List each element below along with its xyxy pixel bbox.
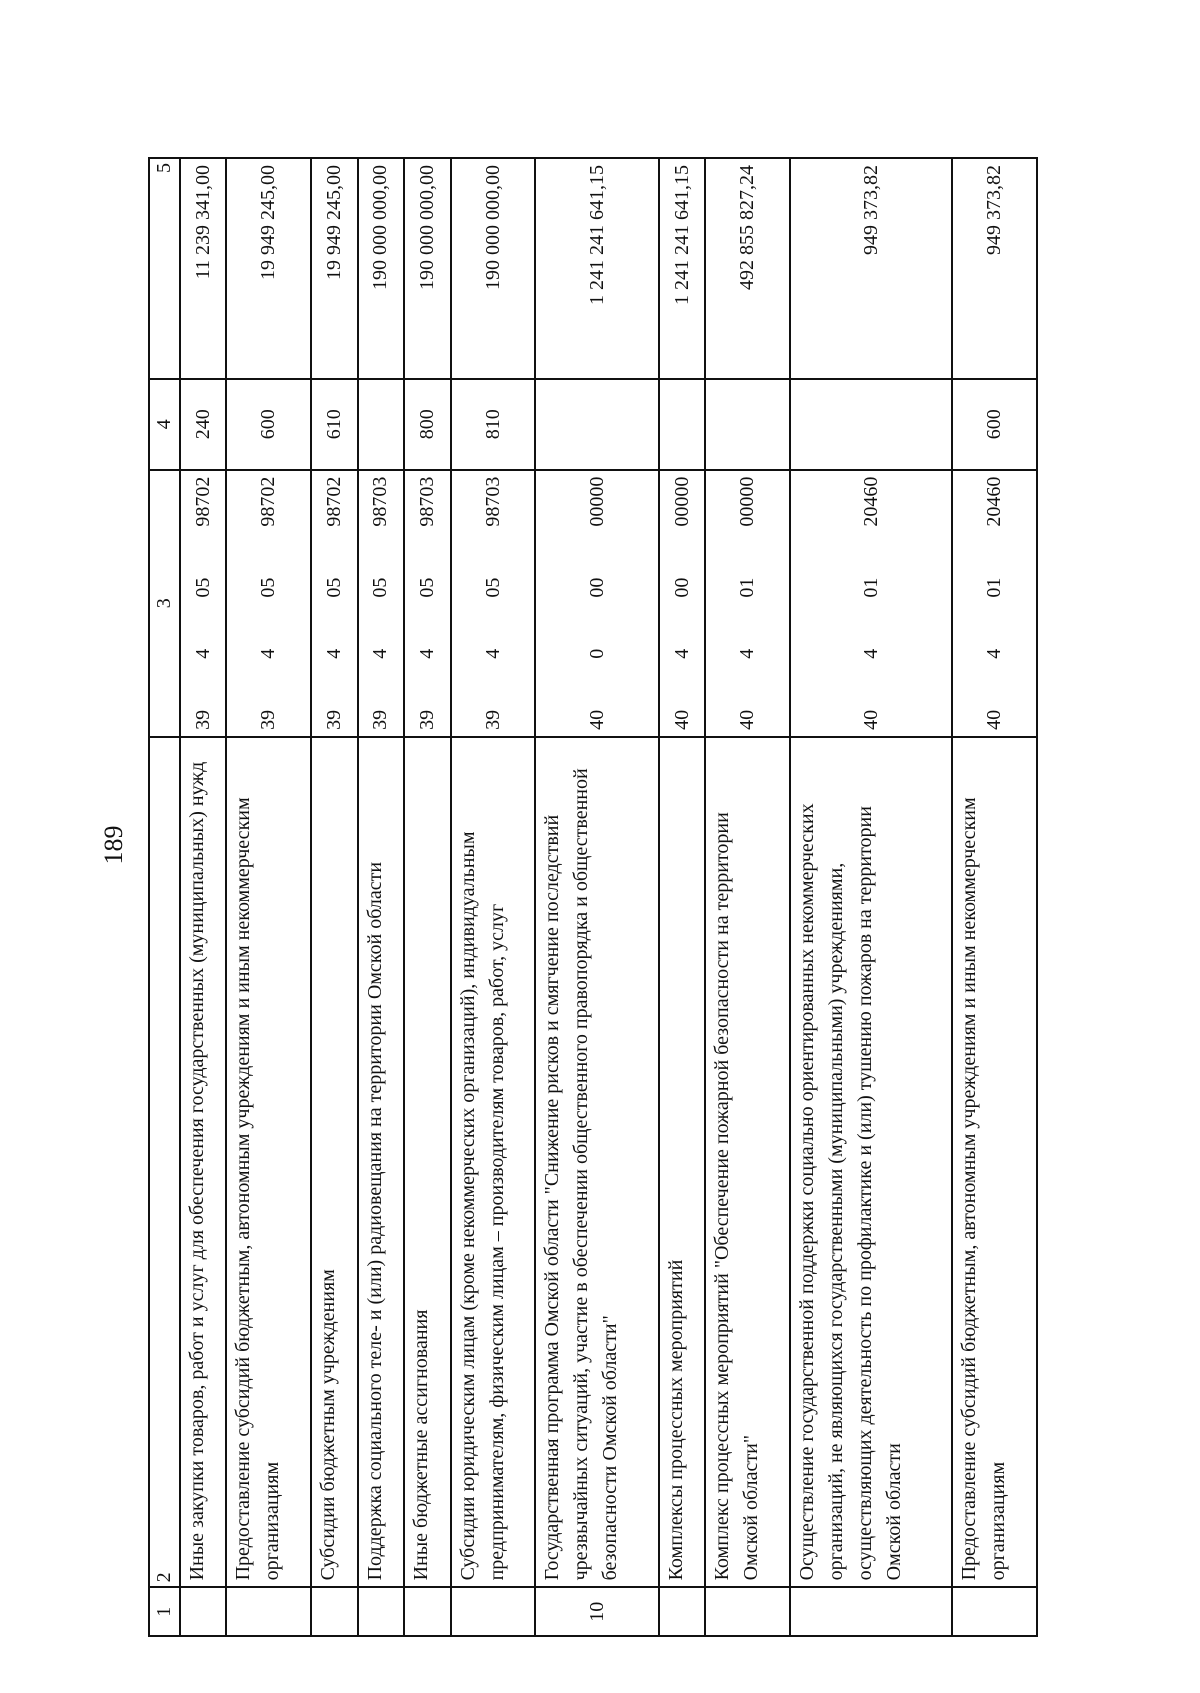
code-part: 00000 [736, 476, 759, 527]
code-part: 98703 [481, 476, 504, 527]
code-parts [413, 477, 442, 730]
page-number: 189 [99, 825, 128, 865]
header-col-2: 2 [149, 737, 180, 1588]
code-part: 05 [415, 577, 438, 598]
row-number [790, 1587, 952, 1636]
row-amount: 1 241 241 641,15 [659, 158, 705, 379]
row-kind [705, 379, 790, 470]
row-amount: 11 239 341,00 [180, 158, 226, 379]
row-number [404, 1587, 450, 1636]
table-row [311, 158, 357, 1636]
code-part: 4 [983, 648, 1005, 659]
row-kind: 810 [451, 379, 536, 470]
row-name: Поддержка социального теле- и (или) радиовещания на территории Омской области [358, 737, 404, 1588]
code-part: 05 [257, 577, 280, 598]
row-number: 10 [535, 1587, 658, 1636]
code-part: 40 [736, 709, 759, 730]
row-name: Субсидии юридическим лицам (кроме некоммерческих организаций), индивидуальным предпринимателям, физическим лицам – производителям товаров, работ, услуг [451, 737, 536, 1588]
code-part: 00 [670, 577, 693, 598]
code-part: 0 [585, 648, 608, 659]
row-number [705, 1587, 790, 1636]
row-code [180, 470, 226, 737]
code-part: 98702 [257, 476, 280, 527]
row-kind: 240 [180, 379, 226, 470]
row-name: Государственная программа Омской области "Снижение рисков и смягчение последствий чрезвычайных ситуаций, участие в обеспечении общественного правопорядка и общественной безопасности Омской области" [535, 737, 658, 1588]
row-kind [659, 379, 705, 470]
code-part: 40 [983, 709, 1005, 730]
code-part: 05 [369, 577, 392, 598]
code-part: 4 [415, 648, 438, 659]
code-part: 01 [736, 577, 759, 598]
code-part: 98703 [415, 476, 438, 527]
code-parts [733, 477, 762, 730]
code-part: 20460 [983, 476, 1005, 527]
row-number [659, 1587, 705, 1636]
row-kind: 600 [952, 379, 1037, 470]
code-part: 39 [191, 709, 214, 730]
row-name: Комплекс процессных мероприятий "Обеспечение пожарной безопасности на территории Омской области" [705, 737, 790, 1588]
code-part: 98702 [191, 476, 214, 527]
code-part: 4 [257, 648, 280, 659]
table-row [404, 158, 450, 1636]
code-part: 4 [369, 648, 392, 659]
code-parts [668, 477, 697, 730]
code-part: 98703 [369, 476, 392, 527]
code-part: 40 [670, 709, 693, 730]
table-row [790, 158, 952, 1636]
row-name: Иные закупки товаров, работ и услуг для обеспечения государственных (муниципальных) нужд [180, 737, 226, 1588]
header-col-3: 3 [149, 470, 180, 737]
code-part: 20460 [859, 476, 882, 527]
table-row [705, 158, 790, 1636]
code-part: 39 [369, 709, 392, 730]
code-part: 39 [415, 709, 438, 730]
row-code [952, 470, 1037, 737]
code-part: 4 [736, 648, 759, 659]
row-code [404, 470, 450, 737]
row-amount: 492 855 827,24 [705, 158, 790, 379]
row-code [311, 470, 357, 737]
row-amount: 1 241 241 641,15 [535, 158, 658, 379]
row-kind: 600 [226, 379, 311, 470]
row-kind: 610 [311, 379, 357, 470]
row-kind: 800 [404, 379, 450, 470]
code-part: 00 [585, 577, 608, 598]
table-row [180, 158, 226, 1636]
row-name: Предоставление субсидий бюджетным, автономным учреждениям и иным некоммерческим организациям [952, 737, 1037, 1588]
code-part: 01 [859, 577, 882, 598]
table-body [180, 158, 1037, 1636]
row-amount: 949 373,82 [790, 158, 952, 379]
row-kind [535, 379, 658, 470]
code-part: 05 [191, 577, 214, 598]
code-parts [320, 477, 349, 730]
code-parts [189, 477, 218, 730]
row-code [226, 470, 311, 737]
code-part: 4 [191, 648, 214, 659]
row-number [180, 1587, 226, 1636]
row-code [535, 470, 658, 737]
row-kind [358, 379, 404, 470]
row-kind [790, 379, 952, 470]
row-amount: 19 949 245,00 [226, 158, 311, 379]
code-parts [980, 477, 1009, 730]
table-row [451, 158, 536, 1636]
row-name: Субсидии бюджетным учреждениям [311, 737, 357, 1588]
code-part: 4 [670, 648, 693, 659]
code-part: 05 [481, 577, 504, 598]
code-part: 00000 [585, 476, 608, 527]
row-code [790, 470, 952, 737]
row-code [451, 470, 536, 737]
row-number [451, 1587, 536, 1636]
header-col-1: 1 [149, 1587, 180, 1636]
row-amount: 949 373,82 [952, 158, 1037, 379]
code-part: 4 [859, 648, 882, 659]
row-code [358, 470, 404, 737]
table-header-row [149, 158, 180, 1636]
code-part: 98702 [323, 476, 346, 527]
budget-table [148, 157, 1038, 1637]
code-part: 4 [481, 648, 504, 659]
code-part: 39 [257, 709, 280, 730]
code-parts [254, 477, 283, 730]
table-row [358, 158, 404, 1636]
row-amount: 190 000 000,00 [404, 158, 450, 379]
code-parts [366, 477, 395, 730]
row-code [705, 470, 790, 737]
row-name: Предоставление субсидий бюджетным, автономным учреждениям и иным некоммерческим организациям [226, 737, 311, 1588]
row-code [659, 470, 705, 737]
row-amount: 190 000 000,00 [451, 158, 536, 379]
row-name: Иные бюджетные ассигнования [404, 737, 450, 1588]
row-number [226, 1587, 311, 1636]
code-part: 4 [323, 648, 346, 659]
code-part: 39 [323, 709, 346, 730]
code-part: 39 [481, 709, 504, 730]
row-amount: 190 000 000,00 [358, 158, 404, 379]
row-name: Комплексы процессных мероприятий [659, 737, 705, 1588]
table-row [535, 158, 658, 1636]
row-name: Осуществление государственной поддержки социально ориентированных некоммерческих организаций, не являющихся государственными (муниципальными) учреждениями, осуществляющих деятельность по профилактике и (или) тушению пожаров на территории Омской области [790, 737, 952, 1588]
table-row [952, 158, 1037, 1636]
row-number [358, 1587, 404, 1636]
code-part: 40 [585, 709, 608, 730]
code-part: 40 [859, 709, 882, 730]
row-amount: 19 949 245,00 [311, 158, 357, 379]
code-parts [479, 477, 508, 730]
table-row [226, 158, 311, 1636]
code-parts [857, 477, 886, 730]
header-col-4: 4 [149, 379, 180, 470]
header-col-5: 5 [149, 158, 180, 379]
code-part: 01 [983, 577, 1005, 598]
row-number [311, 1587, 357, 1636]
row-number [952, 1587, 1037, 1636]
table-row [659, 158, 705, 1636]
rotated-table-wrapper [148, 157, 1038, 1637]
code-part: 05 [323, 577, 346, 598]
code-parts [583, 477, 612, 730]
code-part: 00000 [670, 476, 693, 527]
